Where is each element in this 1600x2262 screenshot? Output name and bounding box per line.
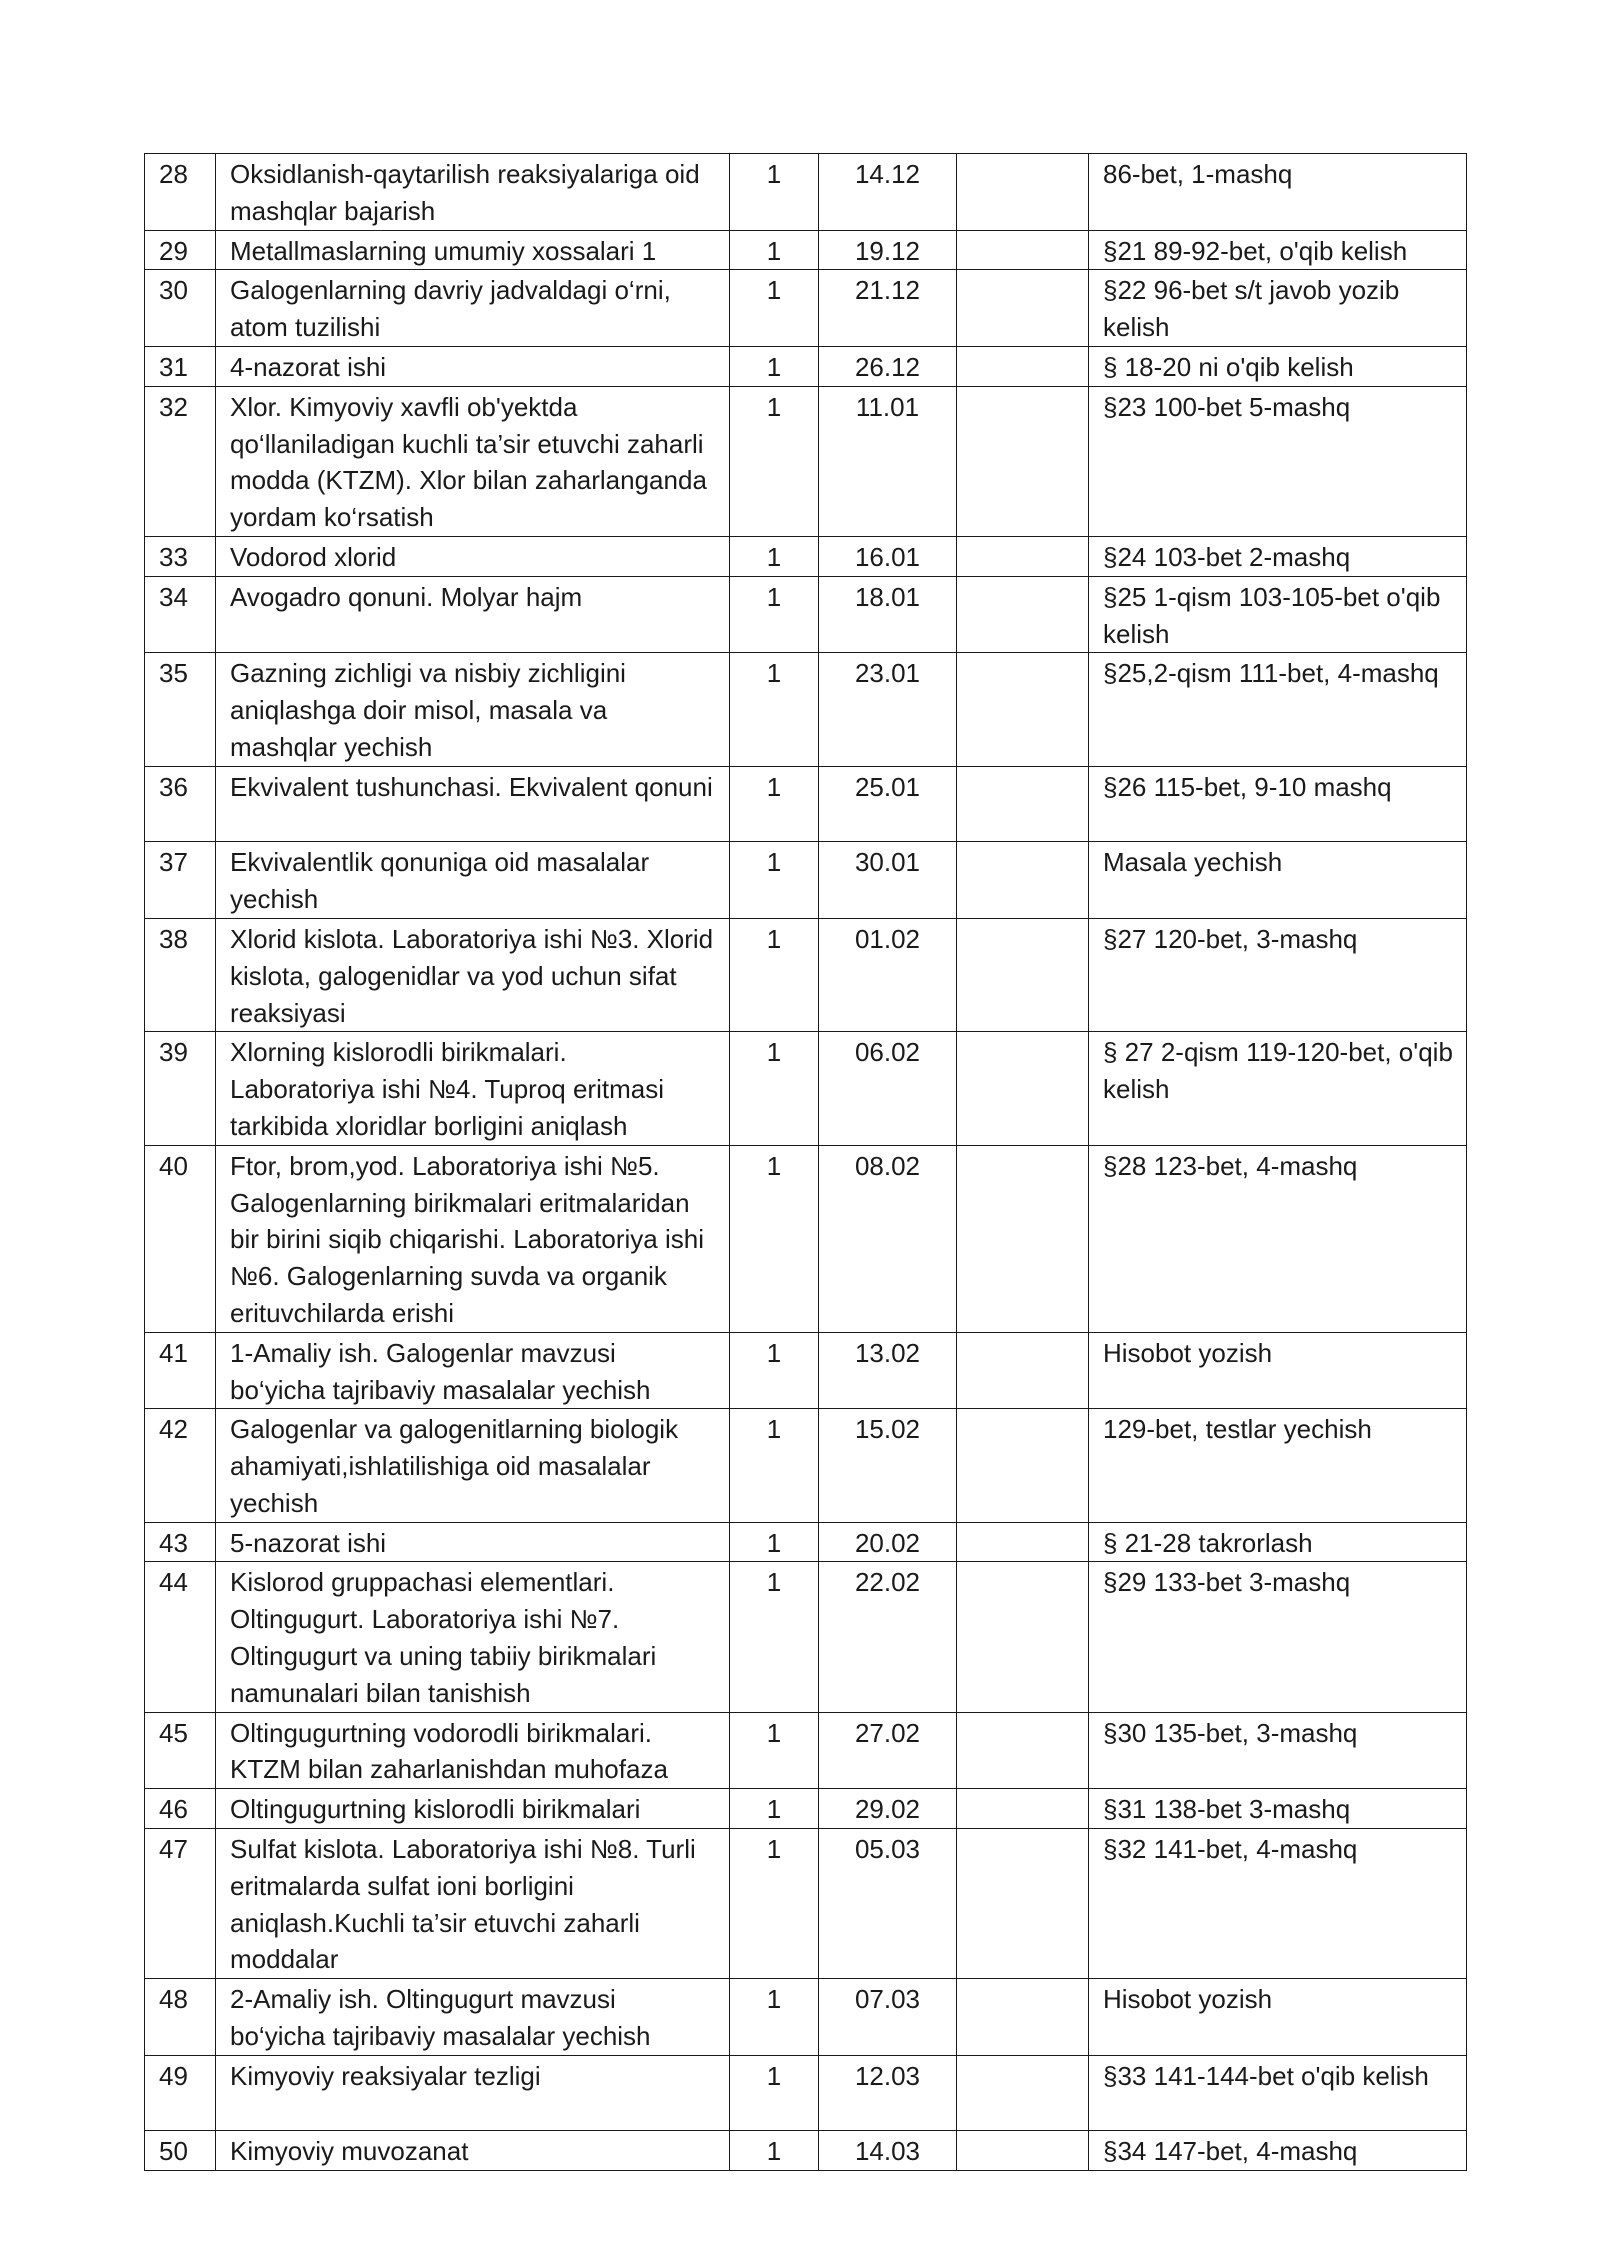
lesson-homework: § 27 2-qism 119-120-bet, o'qib kelish (1089, 1032, 1467, 1145)
lesson-date: 15.02 (819, 1409, 957, 1522)
lesson-hours: 1 (730, 1332, 819, 1409)
lesson-date: 07.03 (819, 1979, 957, 2056)
table-row (145, 1979, 1467, 2056)
lesson-extra (957, 386, 1089, 536)
lesson-number: 50 (145, 2131, 216, 2171)
lesson-date: 08.02 (819, 1145, 957, 1332)
lesson-hours: 1 (730, 1032, 819, 1145)
lesson-topic: Xlorning kislorodli birikmalari. Laboratoriya ishi №4. Tuproq eritmasi tarkibida xloridlar borligini aniqlash (216, 1032, 730, 1145)
lesson-homework: §27 120-bet, 3-mashq (1089, 918, 1467, 1031)
lesson-extra (957, 1712, 1089, 1789)
table-row (145, 653, 1467, 766)
lesson-homework: Hisobot yozish (1089, 1979, 1467, 2056)
table-row (145, 576, 1467, 653)
lesson-homework: §23 100-bet 5-mashq (1089, 386, 1467, 536)
lesson-date: 12.03 (819, 2055, 957, 2131)
lesson-hours: 1 (730, 270, 819, 347)
lesson-date: 22.02 (819, 1562, 957, 1712)
lesson-number: 40 (145, 1145, 216, 1332)
lesson-homework: §25,2-qism 111-bet, 4-mashq (1089, 653, 1467, 766)
lesson-extra (957, 1789, 1089, 1829)
lesson-topic: 1-Amaliy ish. Galogenlar mavzusi bo‘yicha tajribaviy masalalar yechish (216, 1332, 730, 1409)
lesson-homework: §32 141-bet, 4-mashq (1089, 1829, 1467, 1979)
lesson-extra (957, 842, 1089, 919)
lesson-number: 38 (145, 918, 216, 1031)
table-row (145, 1712, 1467, 1789)
lesson-date: 20.02 (819, 1522, 957, 1562)
table-row (145, 918, 1467, 1031)
lesson-hours: 1 (730, 2055, 819, 2131)
table-row (145, 270, 1467, 347)
lesson-hours: 1 (730, 842, 819, 919)
lesson-topic: Ekvivalentlik qonuniga oid masalalar yechish (216, 842, 730, 919)
lesson-topic: Oltingugurtning kislorodli birikmalari (216, 1789, 730, 1829)
lesson-homework: Hisobot yozish (1089, 1332, 1467, 1409)
lesson-extra (957, 576, 1089, 653)
lesson-number: 47 (145, 1829, 216, 1979)
lesson-number: 39 (145, 1032, 216, 1145)
lesson-homework: Masala yechish (1089, 842, 1467, 919)
lesson-date: 06.02 (819, 1032, 957, 1145)
lesson-topic: Kimyoviy reaksiyalar tezligi (216, 2055, 730, 2131)
lesson-homework: §21 89-92-bet, o'qib kelish (1089, 230, 1467, 270)
lesson-date: 26.12 (819, 346, 957, 386)
table-row (145, 2131, 1467, 2171)
table-row (145, 1829, 1467, 1979)
lesson-date: 13.02 (819, 1332, 957, 1409)
lesson-extra (957, 1032, 1089, 1145)
lesson-topic: Gazning zichligi va nisbiy zichligini aniqlashga doir misol, masala va mashqlar yechish (216, 653, 730, 766)
lesson-hours: 1 (730, 1829, 819, 1979)
lesson-date: 29.02 (819, 1789, 957, 1829)
lesson-extra (957, 1145, 1089, 1332)
lesson-extra (957, 230, 1089, 270)
lesson-number: 41 (145, 1332, 216, 1409)
lesson-date: 16.01 (819, 536, 957, 576)
lesson-hours: 1 (730, 536, 819, 576)
table-row (145, 154, 1467, 231)
lesson-hours: 1 (730, 230, 819, 270)
lesson-number: 45 (145, 1712, 216, 1789)
table-row (145, 536, 1467, 576)
lesson-number: 42 (145, 1409, 216, 1522)
lesson-topic: Galogenlarning davriy jadvaldagi o‘rni, atom tuzilishi (216, 270, 730, 347)
lesson-date: 25.01 (819, 766, 957, 842)
lesson-homework: § 18-20 ni o'qib kelish (1089, 346, 1467, 386)
table-row (145, 1562, 1467, 1712)
lesson-extra (957, 766, 1089, 842)
lesson-number: 30 (145, 270, 216, 347)
lesson-extra (957, 653, 1089, 766)
table-row (145, 766, 1467, 842)
lesson-topic: 4-nazorat ishi (216, 346, 730, 386)
lesson-date: 27.02 (819, 1712, 957, 1789)
lesson-homework: §31 138-bet 3-mashq (1089, 1789, 1467, 1829)
lesson-hours: 1 (730, 1145, 819, 1332)
lesson-topic: Oltingugurtning vodorodli birikmalari. KTZM bilan zaharlanishdan muhofaza (216, 1712, 730, 1789)
table-row (145, 1145, 1467, 1332)
lesson-extra (957, 2055, 1089, 2131)
lesson-date: 14.12 (819, 154, 957, 231)
lesson-hours: 1 (730, 1712, 819, 1789)
lesson-hours: 1 (730, 918, 819, 1031)
lesson-extra (957, 1829, 1089, 1979)
lesson-topic: Oksidlanish-qaytarilish reaksiyalariga oid mashqlar bajarish (216, 154, 730, 231)
lesson-date: 23.01 (819, 653, 957, 766)
lesson-topic: Metallmaslarning umumiy xossalari 1 (216, 230, 730, 270)
lesson-date: 01.02 (819, 918, 957, 1031)
lesson-homework: 129-bet, testlar yechish (1089, 1409, 1467, 1522)
lesson-hours: 1 (730, 1409, 819, 1522)
lesson-homework: § 21-28 takrorlash (1089, 1522, 1467, 1562)
lesson-hours: 1 (730, 1979, 819, 2056)
lesson-homework: §29 133-bet 3-mashq (1089, 1562, 1467, 1712)
table-row (145, 1409, 1467, 1522)
lesson-extra (957, 270, 1089, 347)
lesson-date: 30.01 (819, 842, 957, 919)
lesson-number: 31 (145, 346, 216, 386)
table-row (145, 1789, 1467, 1829)
lesson-topic: Xlor. Kimyoviy xavfli ob'yektda qo‘llaniladigan kuchli ta’sir etuvchi zaharli modda (KTZM). Xlor bilan zaharlanganda yordam ko‘rsatish (216, 386, 730, 536)
table-row (145, 386, 1467, 536)
lesson-number: 49 (145, 2055, 216, 2131)
lesson-hours: 1 (730, 346, 819, 386)
lesson-extra (957, 1979, 1089, 2056)
lesson-number: 33 (145, 536, 216, 576)
table-row (145, 1032, 1467, 1145)
lesson-hours: 1 (730, 154, 819, 231)
lesson-rows (145, 154, 1467, 2171)
lesson-number: 44 (145, 1562, 216, 1712)
lesson-extra (957, 1332, 1089, 1409)
lesson-number: 48 (145, 1979, 216, 2056)
lesson-topic: Kislorod gruppachasi elementlari. Oltingugurt. Laboratoriya ishi №7. Oltingugurt va uning tabiiy birikmalari namunalari bilan tanishish (216, 1562, 730, 1712)
lesson-topic: Galogenlar va galogenitlarning biologik ahamiyati,ishlatilishiga oid masalalar yechish (216, 1409, 730, 1522)
table-row (145, 2055, 1467, 2131)
lesson-extra (957, 536, 1089, 576)
lesson-homework: §24 103-bet 2-mashq (1089, 536, 1467, 576)
lesson-hours: 1 (730, 1562, 819, 1712)
table-row (145, 230, 1467, 270)
lesson-hours: 1 (730, 766, 819, 842)
lesson-topic: 5-nazorat ishi (216, 1522, 730, 1562)
lesson-homework: §25 1-qism 103-105-bet o'qib kelish (1089, 576, 1467, 653)
lesson-hours: 1 (730, 2131, 819, 2171)
lesson-topic: Ftor, brom,yod. Laboratoriya ishi №5. Galogenlarning birikmalari eritmalaridan bir birini siqib chiqarishi. Laboratoriya ishi №6. Galogenlarning suvda va organik erituvchilarda erishi (216, 1145, 730, 1332)
lesson-topic: Ekvivalent tushunchasi. Ekvivalent qonuni (216, 766, 730, 842)
lesson-number: 34 (145, 576, 216, 653)
lesson-homework: §33 141-144-bet o'qib kelish (1089, 2055, 1467, 2131)
lesson-homework: §28 123-bet, 4-mashq (1089, 1145, 1467, 1332)
lesson-plan-table (144, 153, 1467, 2171)
table-row (145, 1522, 1467, 1562)
lesson-number: 32 (145, 386, 216, 536)
table-row (145, 1332, 1467, 1409)
lesson-topic: Kimyoviy muvozanat (216, 2131, 730, 2171)
lesson-extra (957, 154, 1089, 231)
lesson-number: 43 (145, 1522, 216, 1562)
lesson-number: 28 (145, 154, 216, 231)
lesson-number: 29 (145, 230, 216, 270)
lesson-homework: §34 147-bet, 4-mashq (1089, 2131, 1467, 2171)
lesson-extra (957, 1562, 1089, 1712)
lesson-hours: 1 (730, 1522, 819, 1562)
lesson-plan-page (144, 153, 1466, 2171)
lesson-date: 05.03 (819, 1829, 957, 1979)
lesson-date: 11.01 (819, 386, 957, 536)
lesson-topic: Avogadro qonuni. Molyar hajm (216, 576, 730, 653)
lesson-topic: Xlorid kislota. Laboratoriya ishi №3. Xlorid kislota, galogenidlar va yod uchun sifat reaksiyasi (216, 918, 730, 1031)
lesson-number: 36 (145, 766, 216, 842)
lesson-topic: Sulfat kislota. Laboratoriya ishi №8. Turli eritmalarda sulfat ioni borligini aniqlash.Kuchli ta’sir etuvchi zaharli moddalar (216, 1829, 730, 1979)
lesson-extra (957, 1409, 1089, 1522)
lesson-homework: §30 135-bet, 3-mashq (1089, 1712, 1467, 1789)
lesson-hours: 1 (730, 653, 819, 766)
lesson-date: 18.01 (819, 576, 957, 653)
lesson-number: 37 (145, 842, 216, 919)
lesson-extra (957, 2131, 1089, 2171)
lesson-homework: §26 115-bet, 9-10 mashq (1089, 766, 1467, 842)
table-row (145, 842, 1467, 919)
lesson-date: 21.12 (819, 270, 957, 347)
lesson-homework: §22 96-bet s/t javob yozib kelish (1089, 270, 1467, 347)
lesson-extra (957, 918, 1089, 1031)
lesson-hours: 1 (730, 386, 819, 536)
lesson-homework: 86-bet, 1-mashq (1089, 154, 1467, 231)
lesson-number: 46 (145, 1789, 216, 1829)
lesson-date: 19.12 (819, 230, 957, 270)
table-row (145, 346, 1467, 386)
lesson-hours: 1 (730, 1789, 819, 1829)
lesson-hours: 1 (730, 576, 819, 653)
lesson-number: 35 (145, 653, 216, 766)
lesson-topic: Vodorod xlorid (216, 536, 730, 576)
lesson-topic: 2-Amaliy ish. Oltingugurt mavzusi bo‘yicha tajribaviy masalalar yechish (216, 1979, 730, 2056)
lesson-date: 14.03 (819, 2131, 957, 2171)
lesson-extra (957, 346, 1089, 386)
lesson-extra (957, 1522, 1089, 1562)
